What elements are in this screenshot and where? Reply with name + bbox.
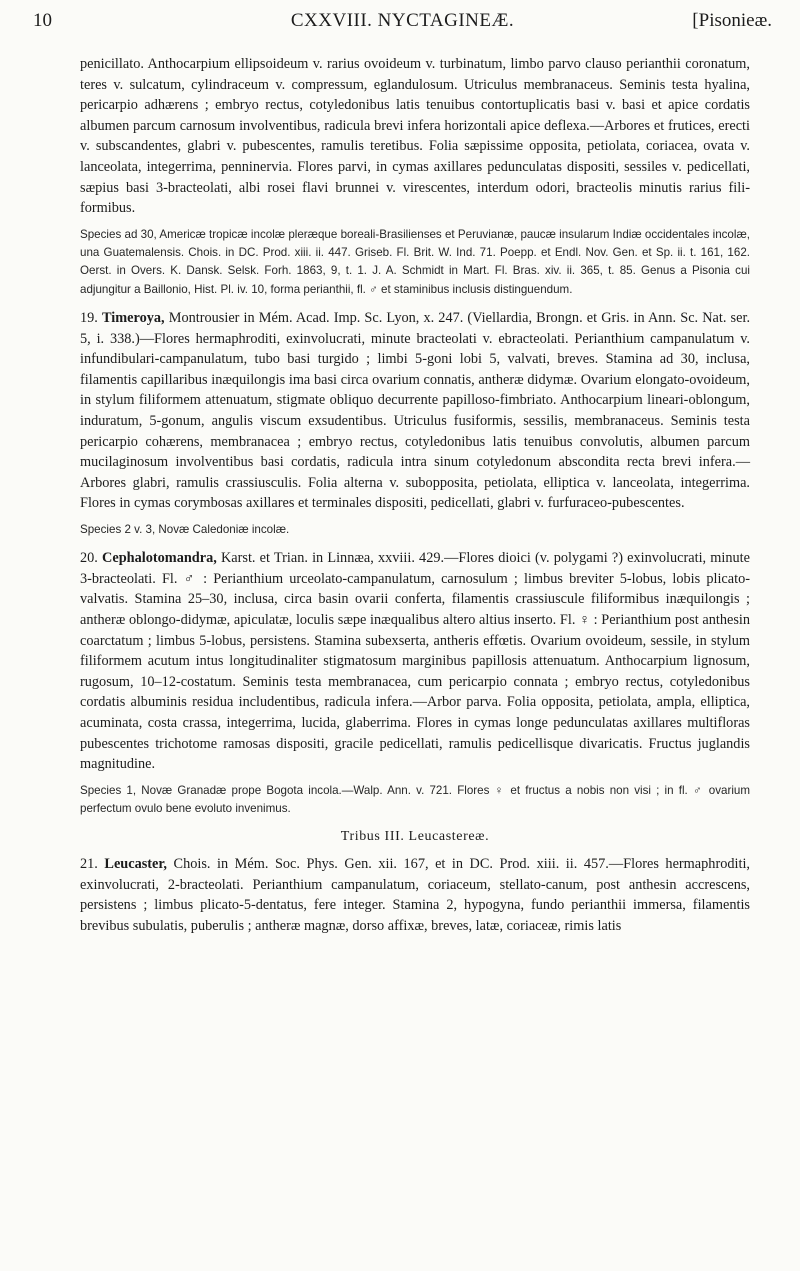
section-label: [Pisonieæ. — [692, 10, 772, 31]
genus-description-continued: penicillato. Anthocarpium ellipsoideum v. rarius ovoideum v. turbinatum, limbo parvo clauso perianthii coronatum, teres v. sulcatum, cylindraceum v. compressum, eglandulosum. Utriculus membranaceus. Seminis testa hyalina, pericarpio adhærens ; embryo rectus, cotyledonibus latis tenuibus contortuplicatis basi v. basi et apice cordatis albumen parcum carnosum involventibus, radicula brevi infera horizontali apice deflexa.—Arbores et frutices, erecti v. subscandentes, glabri v. pubescentes, ramulis teretibus. Folia sæpissime opposita, petiolata, coriacea, ovata v. lanceolata, integerrima, penninervia. Flores parvi, in cymas axillares pedunculatas dispositi, sessiles v. pedicellati, sæpius basi 3-bracteolati, albi rosei flavi brunnei v. virescentes, interdum odori, bracteolis minutis rarius fili-formibus. — [80, 56, 750, 217]
genus-entry-19: 19. Timeroya, Montrousier in Mém. Acad. Imp. Sc. Lyon, x. 247. (Viellardia, Brongn. et Gris. in Ann. Sc. Nat. ser. 5, i. 338.)—Flores hermaphroditi, exinvolucrati, minute bracteolati v. ebracteolati. Perianthium campanulatum v. infundibulari-campanulatum, tubo basi turgido ; limbi 5-goni lobi 5, valvati, breves. Stamina ad 30, inclusa, filamentis capillaribus inæquilongis ima basi circa ovarium connatis, antheræ didymæ. Ovarium elongato-ovoideum, in stylum filiformem attenuatum, stigmate obliquo decurrente papilloso-fimbriato. Anthocarpium lineari-oblongum, induratum, 5-gonum, angulis viscum exsudentibus. Utriculus fusiformis, sessilis, membranaceus. Seminis testa pericarpio cohærens, membranacea ; embryo rectus, cotyledonibus latis tenuibus convolutis, albumen parcum mucilaginosum involventibus basi cordatis, radicula intra sinum cotyledonum abscondita recta brevi infera.—Arbores glabri, ramulis crassiusculis. Folia alterna v. subopposita, petiolata, elliptica v. lanceolata, integerrima. Flores in cymas corymbosas axillares et terminales dispositi, pedicellati, glabri v. furfuraceo-pubescentes. — [80, 309, 751, 512]
species-note: Species 1, Novæ Granadæ prope Bogota incola.—Walp. Ann. v. 721. Flores ♀ et fructus a nobis non visi ; in fl. ♂ ovarium perfectum ovulo bene evoluto invenimus. — [80, 783, 750, 815]
genus-name: Timeroya, — [102, 309, 165, 326]
genus-entry-20: 20. Cephalotomandra, Karst. et Trian. in Linnæa, xxviii. 429.—Flores dioici (v. polygami ?) exinvolucrati, minute 3-bracteolati. Fl. ♂ : Perianthium urceolato-campanulatum, carnosulum ; limbus breviter 5-lobus, lobis plicato-valvatis. Stamina 25–30, inclusa, circa basin ovarii conferta, filamentis crassiuscule filiformibus inæquilongis ; antheræ oblongo-didymæ, apiculatæ, loculis sæpe inæqualibus altero altius inserto. Fl. ♀ : Perianthium post anthesin coarctatum ; limbus 5-lobus, persistens. Stamina subexserta, antheris effœtis. Ovarium ovoideum, sessile, in stylum filiformem acutum intus longitudinaliter stigmatosum marginibus papillosis attenuatum. Anthocarpium lignosum, rugosum, 10–12-costatum. Seminis testa membranacea, cum pericarpio connata ; embryo rectus, cotyledonibus cordatis albuminis residua includentibus, radicula infera.—Arbor parva. Folia opposita, petiolata, ampla, elliptica, acuminata, costa crassa, integerrima, lucida, glaberrima. Flores in cymas longe pedunculatas axillares multifloras pubescentes trichotome ramosas dispositi, gracile pedicellati, ramulis pedicellisque divaricatis. Fructus juglandis magnitudine. — [80, 550, 750, 773]
genus-name: Leucaster, — [104, 856, 168, 873]
species-note: Species 2 v. 3, Novæ Caledoniæ incolæ. — [80, 522, 290, 536]
running-title: CXXVIII. NYCTAGINEÆ. — [290, 10, 515, 31]
species-note: Species ad 30, Americæ tropicæ incolæ pleræque boreali-Brasilienses et Peruvianæ, paucæ insularum Indiæ occidentales incolæ, una Guatemalensis. Chois. in DC. Prod. xiii. ii. 447. Griseb. Fl. Brit. W. Ind. 71. Poepp. et Endl. Nov. Gen. et Sp. ii. t. 161, 162. Oerst. in Overs. K. Dansk. Selsk. Forh. 1863, 9, t. 1. J. A. Schmidt in Mart. Fl. Bras. xiv. ii. 365, t. 85. Genus a Pisonia cui adjungitur a Baillonio, Hist. Pl. iv. 10, forma perianthii, fl. ♂ et staminibus inclusis distinguendum. — [80, 227, 750, 296]
page-number: 10 — [33, 10, 52, 31]
running-head — [33, 8, 772, 34]
genus-name: Cephalotomandra, — [102, 550, 217, 567]
genus-entry-21: 21. Leucaster, Chois. in Mém. Soc. Phys. Gen. xii. 167, et in DC. Prod. xiii. ii. 457.—Flores hermaphroditi, exinvolucrati, 2-bracteolati. Perianthium campanulatum, coriaceum, stellato-canum, post anthesin accrescens, persistens ; limbus plicato-5-dentatus, fere integer. Stamina 2, hypogyna, fundo perianthii immersa, filamentis brevibus subulatis, puberulis ; antheræ magnæ, dorso affixæ, breves, latæ, coriaceæ, rimis latis — [80, 856, 750, 935]
tribe-heading: Tribus III. Leucastereæ. — [340, 829, 490, 845]
page-body — [80, 54, 750, 937]
